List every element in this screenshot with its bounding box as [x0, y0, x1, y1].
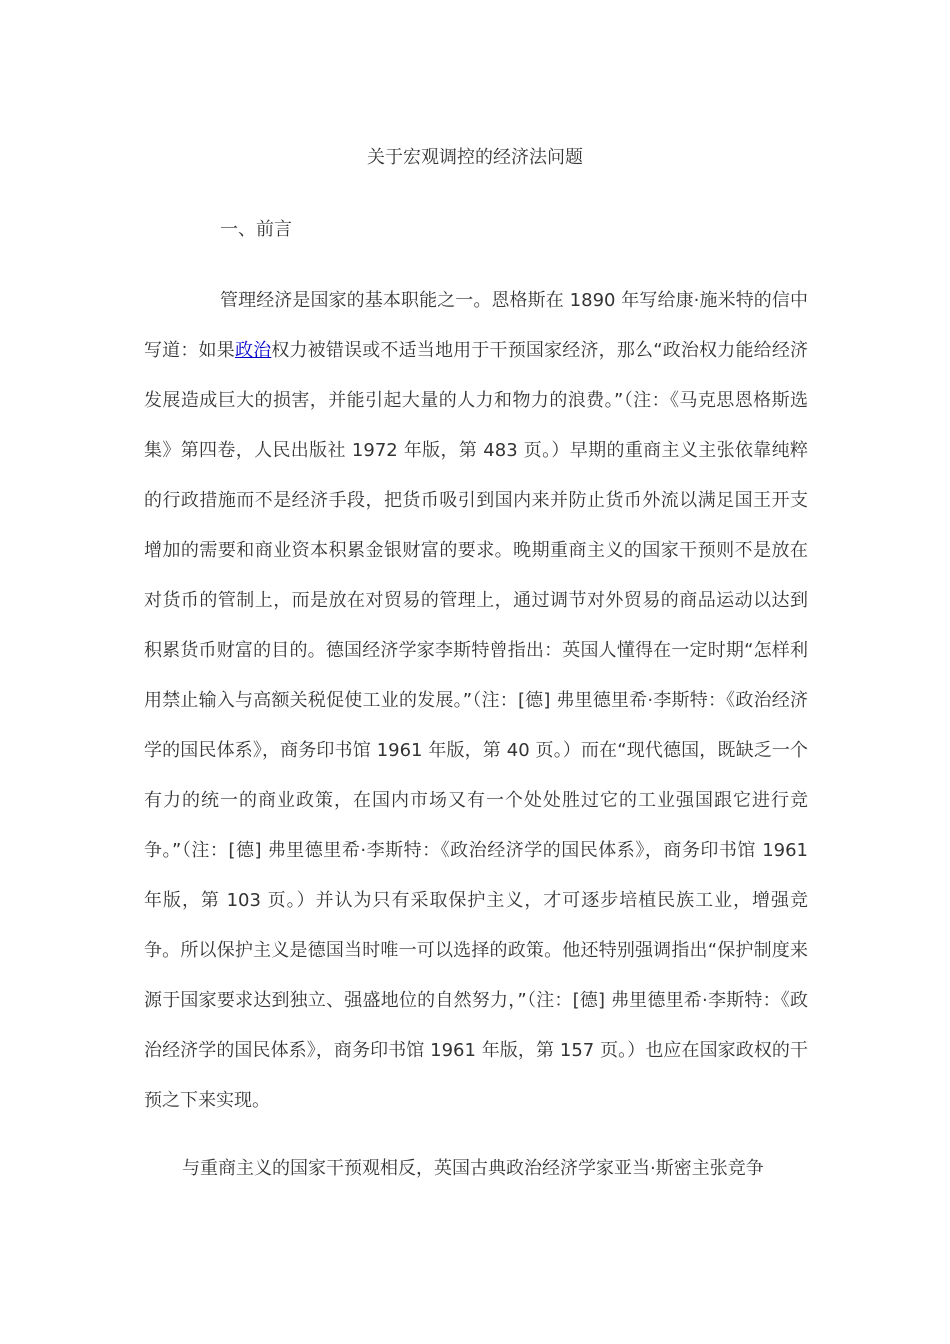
politics-link[interactable]: 政治 [234, 340, 272, 361]
paragraph-text-before-link: 管理经济是国家的基本职能之一。恩格斯在 1890 年写给康·施米特的信中写道：如果 [144, 290, 808, 361]
paragraph-second: 与重商主义的国家干预观相反，英国古典政治经济学家亚当·斯密主张竞争 [182, 1158, 764, 1179]
paragraph-text-after-link: 权力被错误或不适当地用于干预国家经济，那么“政治权力能给经济发展造成巨大的损害，并能引起大量的人力和物力的浪费。”（注：《马克思恩格斯选集》第四卷，人民出版社 1972 年版，第 483 页。）早期的重商主义主张依靠纯粹的行政措施而不是经济手段，把货币吸引到国内来并防止货币外流以满足国王开支增加的需要和商业资本积累金银财富的要求。晚期重商主义的国家干预则不是放在对货币的管制上，而是放在对贸易的管理上，通过调节对外贸易的商品运动以达到积累货币财富的目的。德国经济学家李斯特曾指出：英国人懂得在一定时期“怎样利用禁止输入与高额关税促使工业的发展。”（注：[德] 弗里德里希·李斯特：《政治经济学的国民体系》，商务印书馆 1961 年版，第 40 页。）而在“现代德国，既缺乏一个有力的统一的商业政策，在国内市场又有一个处处胜过它的工业强国跟它进行竞争。”（注：[德] 弗里德里希·李斯特：《政治经济学的国民体系》，商务印书馆 1961 年版，第 103 页。）并认为只有采取保护主义，才可逐步培植民族工业，增强竞争。所以保护主义是德国当时唯一可以选择的政策。他还特别强调指出“保护制度来源于国家要求达到独立、强盛地位的自然努力，”（注：[德] 弗里德里希·李斯特：《政治经济学的国民体系》，商务印书馆 1961 年版，第 157 页。）也应在国家政权的干预之下来实现。 [144, 340, 809, 1111]
document-title: 关于宏观调控的经济法问题 [367, 147, 583, 168]
section-heading: 一、前言 [220, 219, 292, 240]
paragraph-intro [144, 276, 808, 1126]
